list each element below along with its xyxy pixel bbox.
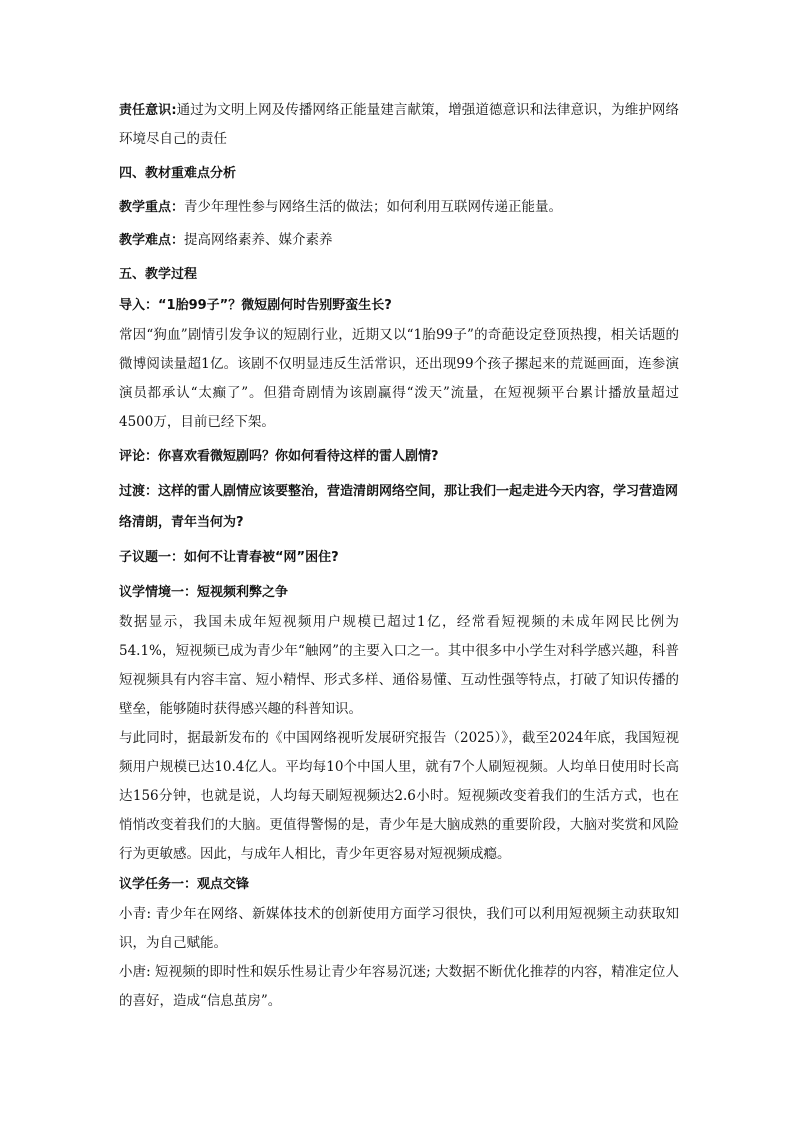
key-points-label: 教学重点：	[119, 200, 185, 215]
subtopic1-heading: 子议题一：如何不让青春被“网”困住?	[119, 550, 339, 565]
scenario1-paragraph-1: 数据显示，我国未成年短视频用户规模已超过1亿，经常看短视频的未成年网民比例为54.1%，短视频已成为青少年“触网”的主要入口之一。其中很多中小学生对科学感兴趣，科普短视频具有内容丰富、短小精悍、形式多样、通俗易懂、互动性强等特点，打破了知识传播的壁垒，能够随时获得感兴趣的科普知识。	[119, 614, 679, 717]
responsibility-label: 责任意识:	[119, 103, 177, 118]
intro-text: 常因“狗血”剧情引发争议的短剧行业，近期又以“1胎99子”的奇葩设定登顶热搜，相关话题的微博阅读量超1亿。该剧不仅明显违反生活常识，还出现99个孩子摞起来的荒诞画面，连参演演员都承认“太癫了”。但猎奇剧情为该剧赢得“泼天”流量，在短视频平台累计播放量超过4500万，目前已经下架。	[119, 327, 679, 430]
key-points-text: 青少年理性参与网络生活的做法；如何利用互联网传递正能量。	[184, 199, 563, 215]
key-points-paragraph	[119, 193, 679, 222]
difficult-points-paragraph	[119, 226, 679, 255]
intro-heading: 导入：“1胎99子”？微短剧何时告别野蛮生长?	[119, 298, 392, 313]
difficult-points-label: 教学难点：	[119, 233, 185, 248]
xiaoqing-paragraph: 小青: 青少年在网络、新媒体技术的创新使用方面学习很快，我们可以利用短视频主动获取知识，为自己赋能。	[119, 906, 679, 951]
scenario1-heading: 议学情境一：短视频利弊之争	[119, 585, 289, 600]
section5-title: 五、教学过程	[119, 267, 198, 282]
responsibility-text: 通过为文明上网及传播网络正能量建言献策，增强道德意识和法律意识，为维护网络环境尽自己的责任	[119, 102, 680, 147]
scenario1-paragraph-2: 与此同时，据最新发布的《中国网络视听发展研究报告（2025）》，截至2024年底，我国短视频用户规模已达10.4亿人。平均每10个中国人里，就有7个人刷短视频。人均单日使用时长高达156分钟，也就是说，人均每天刷短视频达2.6小时。短视频改变着我们的生活方式，也在悄悄改变着我们的大脑。更值得警惕的是，青少年是大脑成熟的重要阶段，大脑对奖赏和风险行为更敏感。因此，与成年人相比，青少年更容易对短视频成瘾。	[119, 730, 679, 862]
task1-heading: 议学任务一：观点交锋	[119, 877, 250, 892]
responsibility-paragraph	[119, 96, 679, 154]
document-page	[119, 96, 679, 1016]
difficult-points-text: 提高网络素养、媒介素养	[184, 232, 333, 248]
xiaotang-paragraph: 小唐: 短视频的即时性和娱乐性易让青少年容易沉迷; 大数据不断优化推荐的内容，精准定位人的喜好，造成“信息茧房”。	[119, 964, 679, 1009]
comment-heading: 评论：你喜欢看微短剧吗？你如何看待这样的雷人剧情?	[119, 449, 439, 464]
section4-title: 四、教材重难点分析	[119, 166, 237, 181]
transition-heading: 过渡：这样的雷人剧情应该要整治，营造清朗网络空间，那让我们一起走进今天内容，学习营造网络清朗，青年当何为?	[119, 484, 679, 530]
